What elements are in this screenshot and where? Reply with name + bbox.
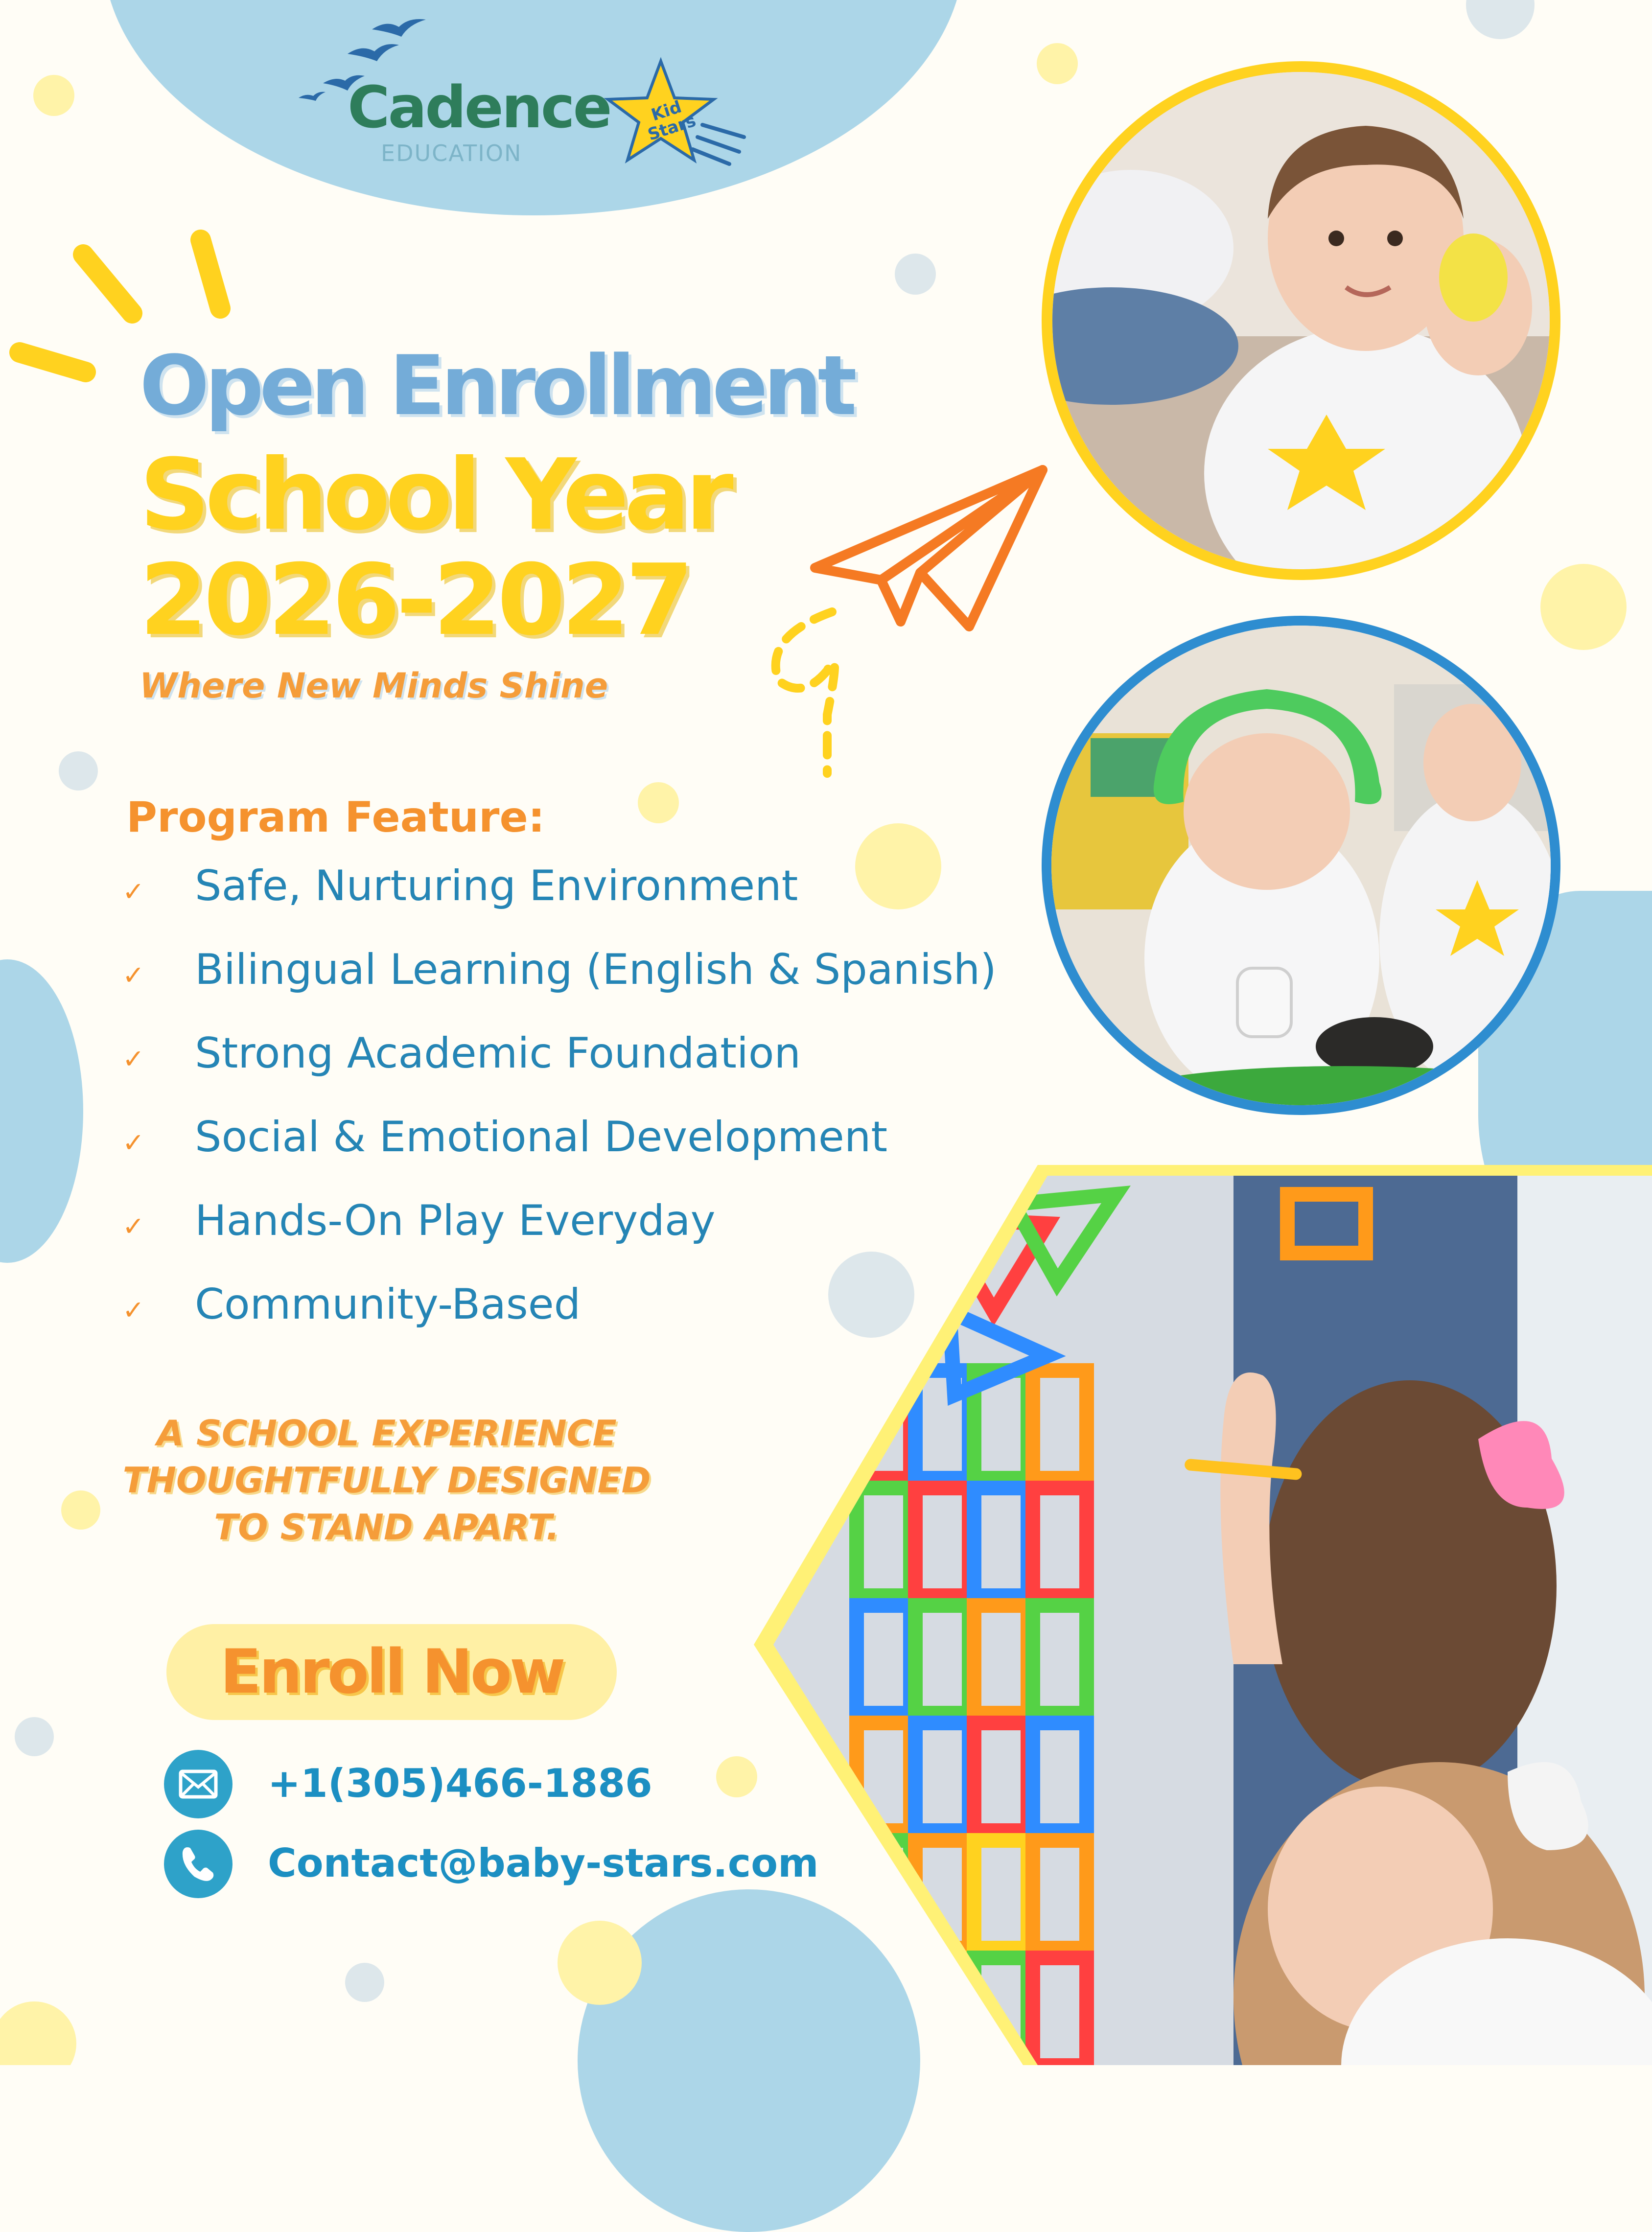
tagline: Where New Minds Shine bbox=[140, 666, 608, 706]
feature-label: Strong Academic Foundation bbox=[195, 1029, 801, 1078]
brand-name: Cadence bbox=[348, 73, 610, 141]
features-heading: Program Feature: bbox=[126, 793, 545, 842]
feature-item bbox=[117, 861, 1096, 945]
feature-item bbox=[117, 945, 1096, 1029]
toddler-photo-illustration bbox=[1052, 72, 1550, 569]
email-address[interactable]: Contact@baby-stars.com bbox=[268, 1840, 819, 1886]
feature-label: Safe, Nurturing Environment bbox=[195, 861, 798, 910]
statement-line: A SCHOOL EXPERIENCE bbox=[157, 1413, 617, 1454]
statement bbox=[117, 1410, 656, 1551]
headline-open-enrollment: Open Enrollment bbox=[140, 338, 853, 434]
check-icon: ✓ bbox=[122, 876, 145, 907]
headline-year-range: 2026-2027 bbox=[140, 543, 690, 657]
check-icon: ✓ bbox=[122, 1044, 145, 1074]
feature-label: Bilingual Learning (English & Spanish) bbox=[195, 945, 997, 994]
brand-logo bbox=[294, 10, 764, 171]
photo-children-magnetic-tiles bbox=[744, 1165, 1652, 2065]
photo-toddler-with-ball bbox=[1042, 61, 1560, 580]
phone-icon bbox=[164, 1830, 233, 1898]
envelope-icon bbox=[164, 1750, 233, 1818]
check-icon: ✓ bbox=[122, 1127, 145, 1158]
photo-children-with-plant bbox=[1042, 616, 1560, 1115]
feature-label: Community-Based bbox=[195, 1280, 581, 1329]
check-icon: ✓ bbox=[122, 1295, 145, 1325]
feature-item bbox=[117, 1029, 1096, 1113]
kid-stars-badge-text: Kid Stars bbox=[645, 97, 698, 145]
feature-label: Hands-On Play Everyday bbox=[195, 1196, 716, 1245]
phone-number[interactable]: +1(305)466-1886 bbox=[268, 1761, 652, 1806]
statement-line: TO STAND APART. bbox=[214, 1507, 559, 1548]
children-photo-illustration bbox=[1051, 626, 1551, 1105]
brand-subtitle: EDUCATION bbox=[381, 140, 522, 166]
check-icon: ✓ bbox=[122, 1211, 145, 1242]
feature-label: Social & Emotional Development bbox=[195, 1113, 888, 1162]
statement-line: THOUGHTFULLY DESIGNED bbox=[122, 1460, 651, 1501]
enroll-now-button[interactable]: Enroll Now bbox=[166, 1624, 617, 1720]
headline-school-year: School Year bbox=[140, 438, 729, 552]
check-icon: ✓ bbox=[122, 960, 145, 991]
